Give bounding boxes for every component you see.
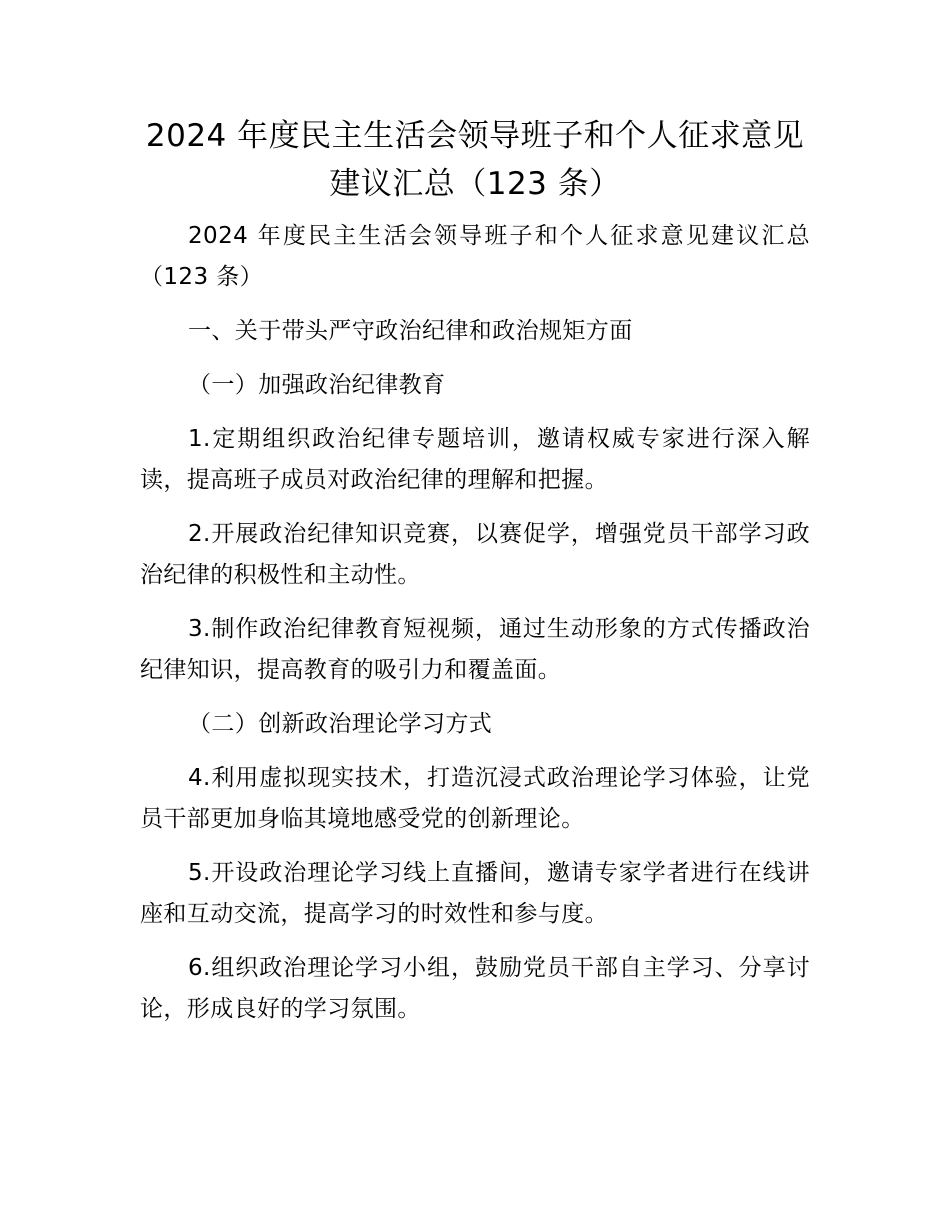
list-item-1: 1.定期组织政治纪律专题培训，邀请权威专家进行深入解读，提高班子成员对政治纪律的理解和把握。 xyxy=(140,426,810,493)
list-item-2: 2.开展政治纪律知识竞赛，以赛促学，增强党员干部学习政治纪律的积极性和主动性。 xyxy=(140,521,810,588)
list-item-6: 6.组织政治理论学习小组，鼓励党员干部自主学习、分享讨论，形成良好的学习氛围。 xyxy=(140,955,810,1022)
list-item-3: 3.制作政治纪律教育短视频，通过生动形象的方式传播政治纪律知识，提高教育的吸引力和覆盖面。 xyxy=(140,616,810,683)
section-heading-1: 一、关于带头严守政治纪律和政治规矩方面 xyxy=(188,318,633,344)
list-item-4: 4.利用虚拟现实技术，打造沉浸式政治理论学习体验，让党员干部更加身临其境地感受党的创新理论。 xyxy=(140,765,810,832)
list-item-5: 5.开设政治理论学习线上直播间，邀请专家学者进行在线讲座和互动交流，提高学习的时效性和参与度。 xyxy=(140,860,810,927)
document-title: 2024 年度民主生活会领导班子和个人征求意见建议汇总（123 条） xyxy=(145,118,805,202)
document-page xyxy=(140,112,810,1030)
subsection-heading-2: （二）创新政治理论学习方式 xyxy=(188,711,493,737)
document-subtitle: 2024 年度民主生活会领导班子和个人征求意见建议汇总（123 条） xyxy=(140,223,810,290)
subsection-heading-1: （一）加强政治纪律教育 xyxy=(188,372,446,398)
